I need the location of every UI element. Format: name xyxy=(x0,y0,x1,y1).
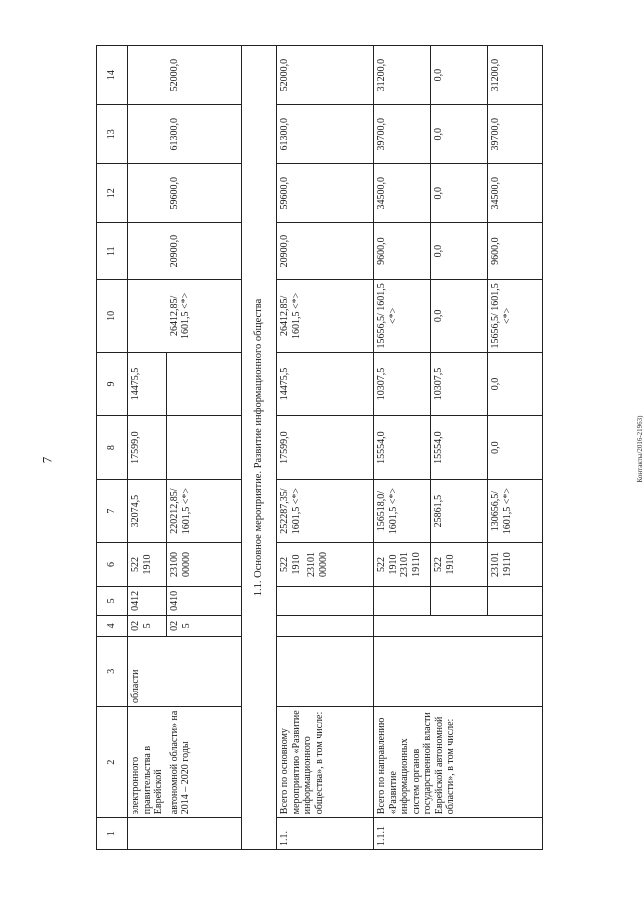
table-cell: 31200,0 xyxy=(488,46,543,105)
table-cell xyxy=(128,105,167,164)
table-cell xyxy=(374,616,543,636)
table-cell xyxy=(128,164,167,223)
header-cell: 10 xyxy=(97,280,128,353)
table-cell: 52000,0 xyxy=(277,46,374,105)
code-line: 23101 00000 xyxy=(306,552,329,578)
table-cell: 10307,5 xyxy=(374,352,431,416)
table-cell: 0,0 xyxy=(431,46,488,105)
table-cell: 25861,5 xyxy=(431,479,488,543)
table-cell xyxy=(431,586,488,616)
table-cell: области xyxy=(128,636,242,706)
rotated-budget-table xyxy=(96,45,608,850)
table-row xyxy=(128,46,167,850)
header-cell: 12 xyxy=(97,164,128,223)
table-cell: Всего по направлению «Развитие информационных систем органов государственной власти Еврейской автономной области», в том числе: xyxy=(374,706,543,817)
table-cell: 59600,0 xyxy=(167,164,242,223)
table-cell: 20900,0 xyxy=(167,223,242,280)
table-cell: 14475,5 xyxy=(277,352,374,416)
header-cell: 1 xyxy=(97,818,128,850)
table-cell: 23101 19110 xyxy=(488,543,543,586)
header-cell: 2 xyxy=(97,706,128,817)
header-cell: 11 xyxy=(97,223,128,280)
table-cell: 59600,0 xyxy=(277,164,374,223)
table-cell: 20900,0 xyxy=(277,223,374,280)
table-cell: 025 xyxy=(167,616,242,636)
table-cell: 26412,85/ 1601,5 <*> xyxy=(277,280,374,353)
table-cell: 52000,0 xyxy=(167,46,242,105)
table-cell xyxy=(167,416,242,480)
table-cell: электронного правительства в Еврейской xyxy=(128,706,167,817)
table-row xyxy=(277,46,374,850)
table-cell: 0,0 xyxy=(488,352,543,416)
table-cell xyxy=(277,636,374,706)
header-cell: 4 xyxy=(97,616,128,636)
table-cell: 39700,0 xyxy=(488,105,543,164)
section-title: 1.1. Основное мероприятие. Развитие информационного общества xyxy=(242,46,277,850)
table-cell xyxy=(128,818,242,850)
table-cell xyxy=(128,280,167,353)
header-cell: 7 xyxy=(97,479,128,543)
table-cell xyxy=(277,586,374,616)
table-cell: 252287,35/ 1601,5 <*> xyxy=(277,479,374,543)
code-line: 522 1910 xyxy=(279,554,302,575)
table-cell: 522 1910 xyxy=(431,543,488,586)
table-cell: 17599,0 xyxy=(277,416,374,480)
table-cell: 23100 00000 xyxy=(167,543,242,586)
header-cell: 3 xyxy=(97,636,128,706)
table-cell: 0,0 xyxy=(431,280,488,353)
row-number: 1.1.1 xyxy=(374,818,543,850)
table-cell: 34500,0 xyxy=(374,164,431,223)
table-cell xyxy=(277,543,374,586)
table-cell: 0,0 xyxy=(488,416,543,480)
table-cell: 39700,0 xyxy=(374,105,431,164)
budget-table xyxy=(96,45,543,850)
table-cell: 14475,5 xyxy=(128,352,167,416)
table-cell: 0,0 xyxy=(431,105,488,164)
table-cell: 025 xyxy=(128,616,167,636)
table-cell: 0410 xyxy=(167,586,242,616)
table-cell: 9600,0 xyxy=(374,223,431,280)
table-cell: 10307,5 xyxy=(431,352,488,416)
table-cell: 32074,5 xyxy=(128,479,167,543)
header-cell: 8 xyxy=(97,416,128,480)
table-cell xyxy=(128,46,167,105)
table-row xyxy=(374,46,431,850)
table-cell: 522 1910 xyxy=(128,543,167,586)
table-cell: 0,0 xyxy=(431,164,488,223)
header-cell: 5 xyxy=(97,586,128,616)
table-cell: 15554,0 xyxy=(431,416,488,480)
table-cell xyxy=(167,352,242,416)
header-cell: 14 xyxy=(97,46,128,105)
header-cell: 6 xyxy=(97,543,128,586)
table-row xyxy=(167,46,242,850)
table-cell xyxy=(488,586,543,616)
table-cell xyxy=(277,616,374,636)
table-cell: 61300,0 xyxy=(167,105,242,164)
table-cell: 15656,5/ 1601,5 <*> xyxy=(374,280,431,353)
table-cell: Всего по основному мероприятию «Развитие информационного общества», в том числе: xyxy=(277,706,374,817)
table-cell: 26412,85/ 1601,5 <*> xyxy=(167,280,242,353)
table-cell: 156518,0/ 1601,5 <*> xyxy=(374,479,431,543)
table-cell xyxy=(128,223,167,280)
section-row xyxy=(242,46,277,850)
table-cell: 31200,0 xyxy=(374,46,431,105)
table-cell: 130656,5/ 1601,5 <*> xyxy=(488,479,543,543)
table-cell: 9600,0 xyxy=(488,223,543,280)
table-cell: 15656,5/ 1601,5 <*> xyxy=(488,280,543,353)
document-footer-code: Контакты/2016-21963) xyxy=(636,415,644,483)
row-number: 1.1. xyxy=(277,818,374,850)
table-cell: 0412 xyxy=(128,586,167,616)
table-cell: 220212,85/ 1601,5 <*> xyxy=(167,479,242,543)
header-cell: 13 xyxy=(97,105,128,164)
page-number: 7 xyxy=(39,456,55,464)
header-row xyxy=(97,46,128,850)
table-cell: 61300,0 xyxy=(277,105,374,164)
table-cell: 0,0 xyxy=(431,223,488,280)
table-cell: автономной области» на 2014 – 2020 годы xyxy=(167,706,242,817)
table-cell: 34500,0 xyxy=(488,164,543,223)
table-cell: 17599,0 xyxy=(128,416,167,480)
header-cell: 9 xyxy=(97,352,128,416)
table-cell: 15554,0 xyxy=(374,416,431,480)
table-cell xyxy=(374,636,543,706)
table-cell xyxy=(374,586,431,616)
table-cell: 522 1910 23101 19110 xyxy=(374,543,431,586)
